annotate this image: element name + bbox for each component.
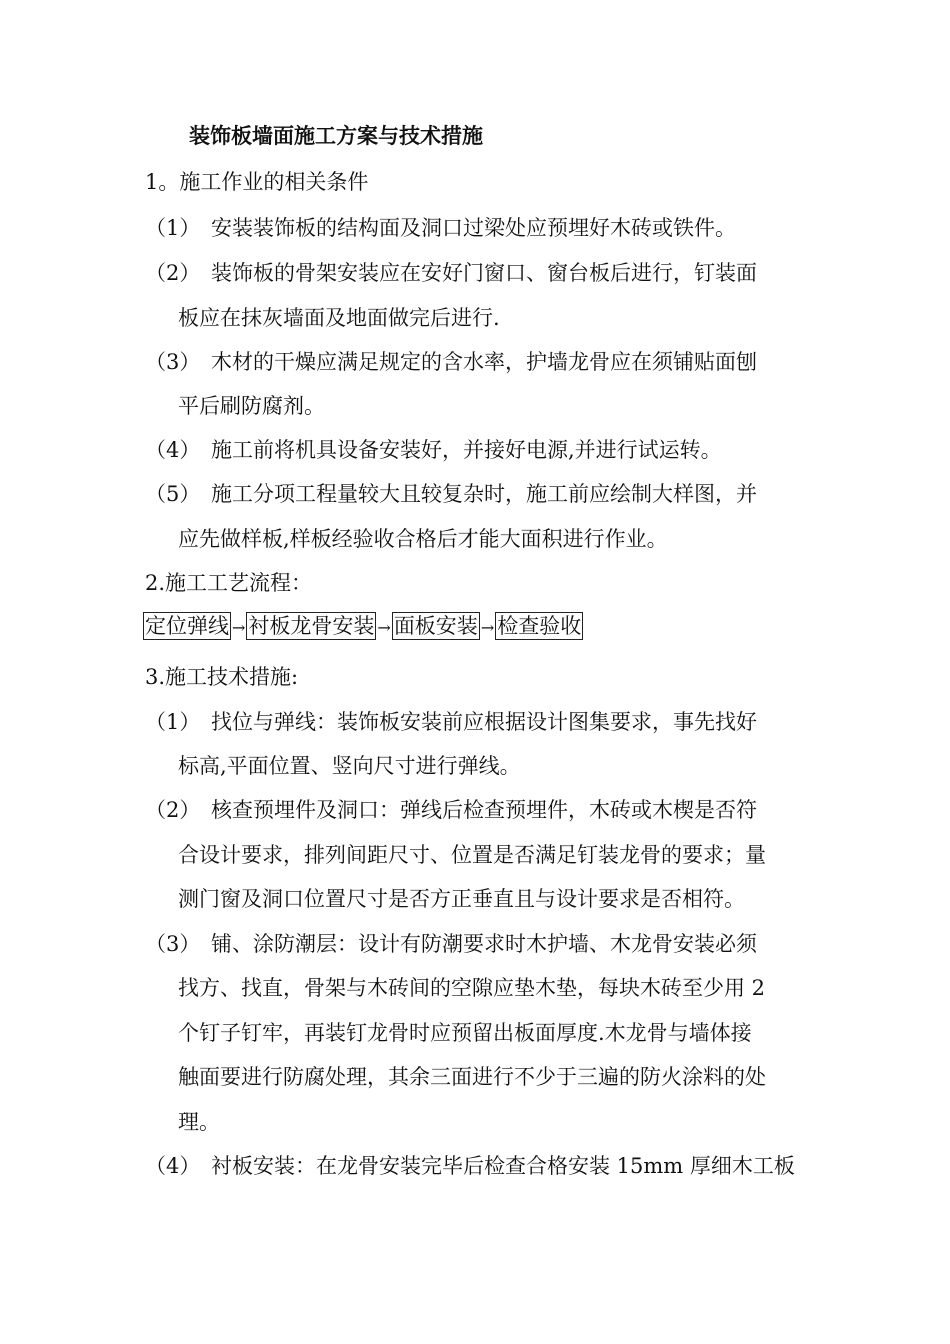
section-1-item-5 bbox=[145, 479, 757, 509]
section-3-item-4 bbox=[145, 1151, 795, 1181]
section-1-item-2 bbox=[145, 258, 757, 288]
flow-arrow-icon: → bbox=[377, 618, 391, 637]
item-number: （3） bbox=[145, 932, 201, 956]
section-1-item-4 bbox=[145, 435, 722, 465]
flow-step-1: 定位弹线 bbox=[145, 614, 229, 638]
item-continuation: 应先做样板,样板经验收合格后才能大面积进行作业。 bbox=[178, 527, 668, 551]
item-continuation: 个钉子钉牢，再装钉龙骨时应预留出板面厚度.木龙骨与墙体接 bbox=[178, 1021, 752, 1045]
item-text: 衬板安装：在龙骨安装完毕后检查合格安装 15mm 厚细木工板 bbox=[211, 1154, 795, 1178]
item-number: （2） bbox=[145, 261, 201, 285]
item-text: 核查预埋件及洞口：弹线后检查预埋件，木砖或木楔是否符 bbox=[211, 798, 757, 822]
flow-arrow-icon: → bbox=[480, 618, 495, 637]
item-number: （5） bbox=[145, 482, 201, 506]
item-number: （1） bbox=[145, 216, 201, 240]
section-3-item-3 bbox=[145, 929, 757, 959]
item-number: （4） bbox=[145, 438, 201, 462]
item-text: 装饰板的骨架安装应在安好门窗口、窗台板后进行，钉装面 bbox=[211, 261, 757, 285]
section-1-item-1 bbox=[145, 213, 736, 243]
flow-step-2: 衬板龙骨安装 bbox=[248, 614, 375, 638]
item-text: 安装装饰板的结构面及洞口过梁处应预埋好木砖或铁件。 bbox=[211, 216, 736, 240]
item-number: （4） bbox=[145, 1154, 201, 1178]
section-3-item-1 bbox=[145, 707, 757, 737]
item-text: 铺、涂防潮层：设计有防潮要求时木护墙、木龙骨安装必须 bbox=[211, 932, 757, 956]
section-1-heading: 1。施工作业的相关条件 bbox=[145, 170, 369, 194]
item-text: 施工分项工程量较大且较复杂时，施工前应绘制大样图，并 bbox=[211, 482, 757, 506]
item-number: （3） bbox=[145, 350, 201, 374]
item-text: 木材的干燥应满足规定的含水率，护墙龙骨应在须铺贴面刨 bbox=[211, 350, 757, 374]
section-3-item-2 bbox=[145, 795, 757, 825]
process-flow bbox=[143, 612, 583, 642]
item-continuation: 触面要进行防腐处理，其余三面进行不少于三遍的防火涂料的处 bbox=[178, 1065, 766, 1089]
section-3-heading: 3.施工技术措施: bbox=[145, 665, 299, 689]
item-text: 施工前将机具设备安装好，并接好电源,并进行试运转。 bbox=[211, 438, 722, 462]
section-1-item-3 bbox=[145, 347, 757, 377]
item-continuation: 平后刷防腐剂。 bbox=[178, 394, 325, 418]
item-number: （2） bbox=[145, 798, 201, 822]
document-title: 装饰板墙面施工方案与技术措施 bbox=[189, 124, 483, 148]
item-text: 找位与弹线：装饰板安装前应根据设计图集要求，事先找好 bbox=[211, 710, 757, 734]
flow-arrow-icon: → bbox=[232, 618, 246, 637]
item-number: （1） bbox=[145, 710, 201, 734]
item-continuation: 找方、找直，骨架与木砖间的空隙应垫木垫，每块木砖至少用 2 bbox=[178, 976, 766, 1000]
item-continuation: 合设计要求，排列间距尺寸、位置是否满足钉装龙骨的要求；量 bbox=[178, 843, 766, 867]
item-continuation: 标高,平面位置、竖向尺寸进行弹线。 bbox=[178, 754, 521, 778]
flow-step-4: 检查验收 bbox=[497, 614, 582, 638]
flow-step-3: 面板安装 bbox=[393, 614, 478, 638]
item-continuation: 板应在抹灰墙面及地面做完后进行. bbox=[178, 306, 500, 330]
item-continuation: 理。 bbox=[178, 1110, 220, 1134]
item-continuation: 测门窗及洞口位置尺寸是否方正垂直且与设计要求是否相符。 bbox=[178, 887, 745, 911]
section-2-heading: 2.施工工艺流程： bbox=[145, 571, 313, 595]
